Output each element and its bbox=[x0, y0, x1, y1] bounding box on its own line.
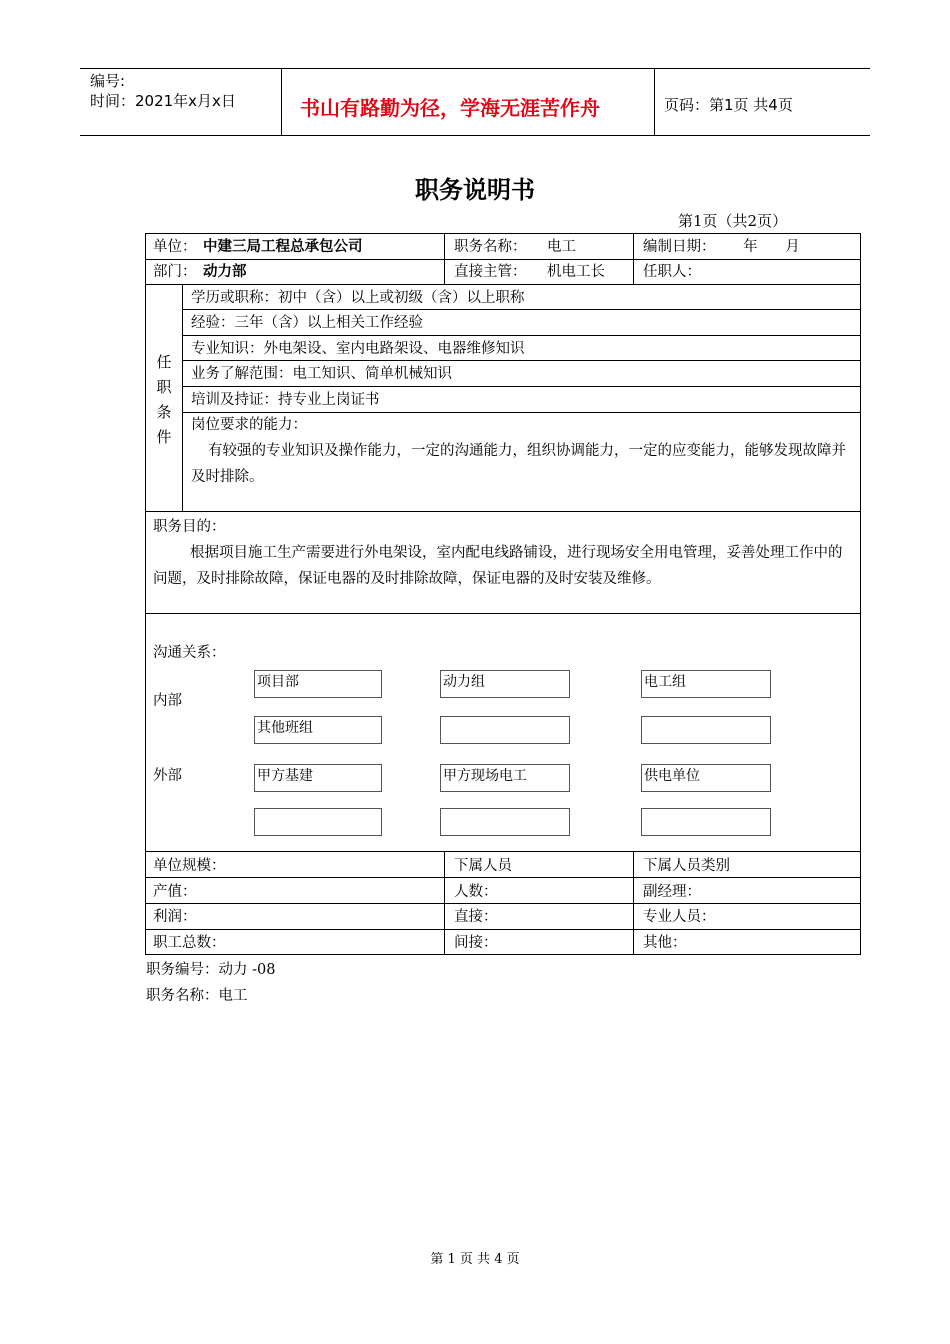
total-staff-label: 职工总数： bbox=[153, 935, 226, 951]
subordinates-label: 下属人员 bbox=[454, 858, 512, 874]
business-scope: 业务了解范围：电工知识、简单机械知识 bbox=[191, 366, 452, 382]
headcount-label: 人数： bbox=[454, 884, 498, 900]
external-contact-box: 供电单位 bbox=[641, 764, 771, 792]
external-contact-box bbox=[641, 808, 771, 836]
department-label: 部门： bbox=[153, 264, 197, 280]
ability-label: 岗位要求的能力： bbox=[191, 417, 307, 433]
internal-contact-box: 项目部 bbox=[254, 670, 382, 698]
knowledge-requirement: 专业知识：外电架设、室内电路架设、电器维修知识 bbox=[191, 341, 525, 357]
purpose-label: 职务目的： bbox=[153, 519, 226, 535]
department-value: 动力部 bbox=[203, 263, 247, 280]
header-bottom-rule bbox=[80, 135, 870, 136]
indirect-label: 间接： bbox=[454, 935, 498, 951]
others-label: 其他： bbox=[643, 935, 687, 951]
external-contact-box bbox=[440, 808, 570, 836]
header-motto: 书山有路勤为径，学海无涯苦作舟 bbox=[300, 96, 600, 120]
training-requirement: 培训及持证：持专业上岗证书 bbox=[191, 392, 380, 408]
unit-scale-label: 单位规模： bbox=[153, 858, 226, 874]
internal-contact-box: 动力组 bbox=[440, 670, 570, 698]
document-number-label: 编号: bbox=[90, 72, 126, 90]
external-contact-box: 甲方基建 bbox=[254, 764, 382, 792]
internal-contact-box bbox=[641, 716, 771, 744]
job-name-value: 电工 bbox=[547, 239, 576, 255]
internal-contact-box: 电工组 bbox=[641, 670, 771, 698]
ability-text: 有较强的专业知识及操作能力，一定的沟通能力，组织协调能力，一定的应变能力，能够发现故障并及时排除。 bbox=[191, 443, 846, 485]
compile-date: 编制日期： 年 月 bbox=[643, 239, 800, 255]
unit-value: 中建三局工程总承包公司 bbox=[203, 238, 363, 255]
internal-contact-box: 其他班组 bbox=[254, 716, 382, 744]
page-info: 第1页（共2页） bbox=[678, 212, 788, 230]
job-title: 职务名称：电工 bbox=[146, 988, 248, 1004]
communication-label: 沟通关系： bbox=[153, 645, 226, 661]
supervisor-label: 直接主管： bbox=[454, 264, 527, 280]
appointee-label: 任职人： bbox=[643, 264, 701, 280]
internal-contact-box bbox=[440, 716, 570, 744]
supervisor-value: 机电工长 bbox=[547, 264, 605, 280]
header-divider bbox=[654, 68, 655, 136]
internal-label: 内部 bbox=[153, 693, 182, 709]
header-page-code: 页码：第1页 共4页 bbox=[664, 96, 793, 114]
experience-requirement: 经验：三年（含）以上相关工作经验 bbox=[191, 315, 423, 331]
profit-label: 利润： bbox=[153, 909, 197, 925]
external-label: 外部 bbox=[153, 768, 182, 784]
header-divider bbox=[281, 68, 282, 136]
document-date: 时间：2021年x月x日 bbox=[90, 92, 236, 110]
page-title: 职务说明书 bbox=[415, 176, 535, 204]
header-top-rule bbox=[80, 68, 870, 69]
page-footer: 第 1 页 共 4 页 bbox=[430, 1252, 520, 1267]
professional-staff-label: 专业人员： bbox=[643, 909, 716, 925]
qualifications-side-label: 任 职 条 件 bbox=[156, 353, 172, 446]
direct-label: 直接： bbox=[454, 909, 498, 925]
job-code: 职务编号：动力 -08 bbox=[146, 962, 276, 978]
job-name-label: 职务名称： bbox=[454, 239, 527, 255]
output-label: 产值： bbox=[153, 884, 197, 900]
subordinate-types-label: 下属人员类别 bbox=[643, 858, 730, 874]
deputy-manager-label: 副经理： bbox=[643, 884, 701, 900]
unit-label: 单位： bbox=[153, 239, 197, 255]
education-requirement: 学历或职称：初中（含）以上或初级（含）以上职称 bbox=[191, 290, 525, 306]
external-contact-box: 甲方现场电工 bbox=[440, 764, 570, 792]
external-contact-box bbox=[254, 808, 382, 836]
purpose-text: 根据项目施工生产需要进行外电架设，室内配电线路铺设，进行现场安全用电管理，妥善处理工作中的问题，及时排除故障，保证电器的及时排除故障，保证电器的及时安装及维修。 bbox=[153, 545, 843, 587]
